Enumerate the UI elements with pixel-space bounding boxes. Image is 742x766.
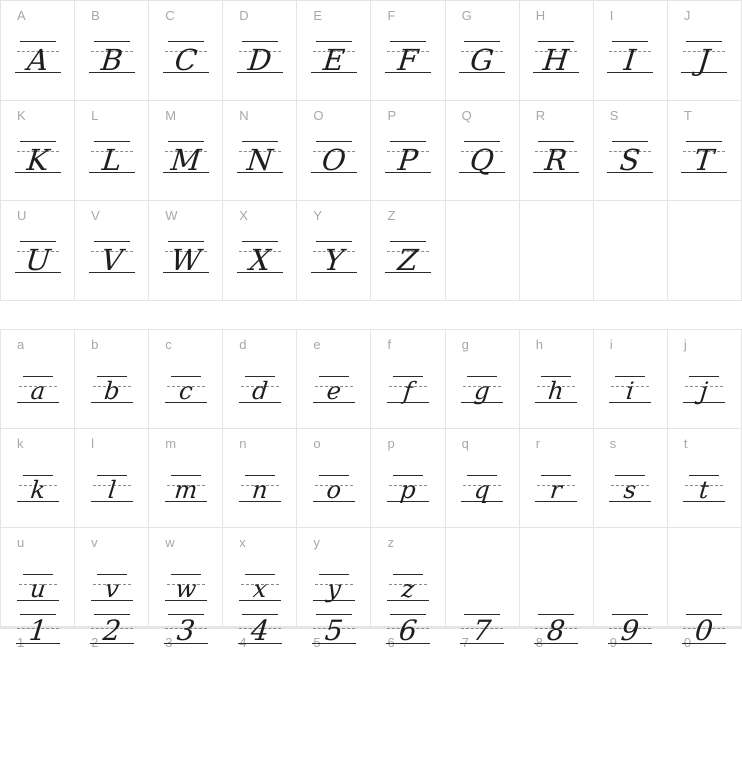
cell-label: P: [387, 108, 397, 123]
glyph-cell-empty: [594, 201, 667, 300]
glyph-character: n: [250, 475, 270, 504]
glyph-character: c: [177, 376, 194, 405]
glyph-character: X: [247, 243, 272, 278]
glyph-cell-p[interactable]: [371, 429, 444, 527]
glyph-preview: [162, 235, 210, 279]
glyph-cell-U[interactable]: [1, 201, 74, 300]
glyph-character: K: [24, 143, 51, 178]
glyph-character: Z: [396, 243, 420, 278]
glyph-preview: [310, 135, 358, 179]
cell-label: h: [535, 337, 543, 352]
glyph-character: 8: [545, 614, 567, 647]
glyph-cell-h[interactable]: [520, 330, 593, 428]
cell-label: g: [461, 337, 469, 352]
section-uppercase: [0, 0, 742, 301]
glyph-preview: [236, 562, 284, 606]
glyph-cell-r[interactable]: [520, 429, 593, 527]
glyph-cell-X[interactable]: [223, 201, 296, 300]
glyph-preview: [88, 235, 136, 279]
cell-label: 2: [91, 635, 99, 650]
glyph-cell-c[interactable]: [149, 330, 222, 428]
glyph-preview: [14, 562, 62, 606]
glyph-character: 0: [693, 614, 716, 647]
cell-label: a: [17, 337, 25, 352]
glyph-character: R: [543, 143, 569, 178]
glyph-character: 7: [471, 614, 493, 647]
cell-label: n: [239, 436, 247, 451]
glyph-preview: [14, 135, 62, 179]
glyph-character: I: [622, 43, 638, 78]
cell-label: p: [387, 436, 395, 451]
glyph-character: 4: [249, 614, 271, 647]
glyph-preview: [310, 35, 358, 79]
cell-label: N: [239, 108, 249, 123]
glyph-character: r: [549, 475, 564, 504]
glyph-preview: [532, 364, 580, 408]
glyph-cell-W[interactable]: [149, 201, 222, 300]
glyph-character: A: [25, 43, 50, 78]
cell-label: M: [165, 108, 177, 123]
glyph-character: k: [28, 475, 47, 504]
glyph-cell-empty: [446, 201, 519, 300]
glyph-preview: [88, 606, 136, 650]
glyph-cell-E[interactable]: [297, 1, 370, 100]
glyph-cell-B[interactable]: [75, 1, 148, 100]
cell-label: o: [313, 436, 321, 451]
glyph-cell-F[interactable]: [371, 1, 444, 100]
glyph-preview: [88, 364, 136, 408]
glyph-cell-D[interactable]: [223, 1, 296, 100]
glyph-character: O: [320, 143, 348, 178]
cell-label: A: [17, 8, 26, 23]
cell-label: b: [91, 337, 99, 352]
glyph-character: o: [325, 475, 343, 504]
glyph-preview: [384, 606, 432, 650]
cell-label: e: [313, 337, 321, 352]
glyph-preview: [162, 135, 210, 179]
glyph-character: E: [321, 43, 347, 78]
glyph-preview: [532, 606, 580, 650]
glyph-preview: [680, 135, 728, 179]
glyph-preview: [236, 135, 284, 179]
cell-label: x: [239, 535, 246, 550]
glyph-character: D: [246, 43, 274, 78]
cell-label: H: [535, 8, 546, 23]
glyph-cell-C[interactable]: [149, 1, 222, 100]
cell-label: U: [17, 208, 27, 223]
glyph-preview: [384, 135, 432, 179]
glyph-character: x: [251, 574, 269, 603]
cell-label: T: [683, 108, 692, 123]
glyph-cell-L[interactable]: [75, 101, 148, 200]
glyph-preview: [680, 35, 728, 79]
glyph-character: 3: [175, 614, 197, 647]
glyph-character: g: [472, 376, 492, 405]
glyph-preview: [680, 364, 728, 408]
glyph-cell-m[interactable]: [149, 429, 222, 527]
glyph-cell-d[interactable]: [223, 330, 296, 428]
cell-label: X: [239, 208, 248, 223]
glyph-preview: [384, 463, 432, 507]
glyph-cell-I[interactable]: [594, 1, 667, 100]
glyph-preview: [88, 35, 136, 79]
cell-label: 7: [461, 635, 469, 650]
glyph-character: Y: [322, 243, 346, 278]
glyph-character: C: [172, 43, 199, 78]
glyph-character: 2: [101, 614, 123, 647]
cell-label: G: [461, 8, 472, 23]
cell-label: q: [461, 436, 469, 451]
glyph-preview: [236, 364, 284, 408]
glyph-cell-J[interactable]: [668, 1, 741, 100]
cell-label: k: [17, 436, 24, 451]
glyph-preview: [14, 35, 62, 79]
glyph-preview: [384, 235, 432, 279]
cell-label: v: [91, 535, 98, 550]
glyph-cell-A[interactable]: [1, 1, 74, 100]
glyph-character: V: [99, 243, 124, 278]
glyph-preview: [458, 135, 506, 179]
glyph-cell-n[interactable]: [223, 429, 296, 527]
cell-label: L: [91, 108, 99, 123]
glyph-character: f: [402, 376, 414, 405]
cell-label: S: [609, 108, 619, 123]
cell-label: V: [91, 208, 100, 223]
glyph-character: L: [100, 143, 124, 178]
glyph-cell-Z[interactable]: [371, 201, 444, 300]
cell-label: r: [535, 436, 541, 451]
glyph-cell-o[interactable]: [297, 429, 370, 527]
glyph-preview: [532, 135, 580, 179]
cell-label: J: [683, 8, 691, 23]
glyph-character: u: [28, 574, 47, 603]
glyph-preview: [680, 606, 728, 650]
cell-label: 4: [239, 635, 247, 650]
glyph-cell-S[interactable]: [594, 101, 667, 200]
glyph-cell-R[interactable]: [520, 101, 593, 200]
glyph-preview: [14, 463, 62, 507]
cell-label: 8: [535, 635, 543, 650]
glyph-character: l: [106, 475, 117, 504]
cell-label: l: [91, 436, 94, 451]
glyph-preview: [384, 364, 432, 408]
glyph-preview: [236, 35, 284, 79]
glyph-preview: [88, 463, 136, 507]
glyph-character: N: [245, 143, 275, 178]
glyph-character: d: [250, 376, 270, 405]
glyph-cell-O[interactable]: [297, 101, 370, 200]
cell-label: K: [17, 108, 26, 123]
cell-label: t: [683, 436, 688, 451]
cell-label: C: [165, 8, 175, 23]
glyph-cell-T[interactable]: [668, 101, 741, 200]
glyph-cell-g[interactable]: [446, 330, 519, 428]
glyph-cell-V[interactable]: [75, 201, 148, 300]
cell-label: Y: [313, 208, 323, 223]
glyph-cell-empty: [520, 201, 593, 300]
glyph-character: i: [625, 376, 636, 405]
section-lowercase: [0, 329, 742, 627]
cell-label: 0: [683, 635, 692, 650]
cell-label: I: [609, 8, 614, 23]
cell-label: 3: [165, 635, 173, 650]
glyph-cell-Y[interactable]: [297, 201, 370, 300]
glyph-character: W: [169, 243, 203, 278]
glyph-preview: [236, 463, 284, 507]
cell-label: j: [683, 337, 687, 352]
glyph-cell-P[interactable]: [371, 101, 444, 200]
glyph-preview: [458, 35, 506, 79]
glyph-preview: [14, 606, 62, 650]
glyph-cell-l[interactable]: [75, 429, 148, 527]
cell-label: d: [239, 337, 247, 352]
glyph-character: M: [169, 143, 203, 178]
glyph-character: H: [541, 43, 571, 78]
glyph-preview: [88, 135, 136, 179]
glyph-character: p: [398, 475, 418, 504]
glyph-preview: [310, 562, 358, 606]
glyph-character: y: [325, 574, 343, 603]
cell-label: O: [313, 108, 324, 123]
glyph-character: F: [396, 43, 420, 78]
glyph-cell-b[interactable]: [75, 330, 148, 428]
glyph-character: P: [396, 143, 420, 178]
cell-label: Z: [387, 208, 396, 223]
glyph-cell-s[interactable]: [594, 429, 667, 527]
glyph-character: J: [696, 43, 713, 78]
glyph-character: 6: [397, 614, 419, 647]
cell-label: R: [535, 108, 546, 123]
cell-label: W: [165, 208, 178, 223]
cell-label: f: [387, 337, 392, 352]
glyph-character: 9: [619, 614, 642, 647]
glyph-preview: [162, 35, 210, 79]
glyph-preview: [88, 562, 136, 606]
glyph-character: a: [28, 376, 47, 405]
glyph-preview: [606, 463, 654, 507]
glyph-cell-K[interactable]: [1, 101, 74, 200]
glyph-character: t: [698, 475, 711, 504]
glyph-preview: [236, 606, 284, 650]
glyph-cell-k[interactable]: [1, 429, 74, 527]
glyph-preview: [310, 463, 358, 507]
glyph-preview: [606, 364, 654, 408]
cell-label: B: [91, 8, 100, 23]
glyph-cell-f[interactable]: [371, 330, 444, 428]
cell-label: F: [387, 8, 396, 23]
glyph-character: G: [468, 43, 496, 78]
section-digits: [0, 614, 742, 650]
glyph-character: S: [618, 143, 643, 178]
glyph-preview: [384, 35, 432, 79]
cell-label: 5: [313, 635, 321, 650]
glyph-cell-q[interactable]: [446, 429, 519, 527]
glyph-cell-G[interactable]: [446, 1, 519, 100]
glyph-character: b: [102, 376, 121, 405]
glyph-preview: [14, 364, 62, 408]
glyph-cell-a[interactable]: [1, 330, 74, 428]
glyph-cell-M[interactable]: [149, 101, 222, 200]
glyph-preview: [532, 463, 580, 507]
glyph-preview: [310, 235, 358, 279]
cell-label: 1: [17, 635, 25, 650]
glyph-preview: [384, 562, 432, 606]
glyph-cell-empty: [668, 201, 741, 300]
cell-label: 9: [609, 635, 618, 650]
glyph-character: 5: [323, 614, 345, 647]
cell-label: i: [609, 337, 613, 352]
glyph-preview: [310, 606, 358, 650]
cell-label: D: [239, 8, 249, 23]
glyph-character: q: [472, 475, 492, 504]
cell-label: 6: [387, 635, 395, 650]
glyph-preview: [162, 364, 210, 408]
glyph-preview: [162, 606, 210, 650]
glyph-cell-H[interactable]: [520, 1, 593, 100]
glyph-preview: [236, 235, 284, 279]
glyph-cell-Q[interactable]: [446, 101, 519, 200]
glyph-preview: [606, 606, 654, 650]
glyph-cell-N[interactable]: [223, 101, 296, 200]
glyph-character: s: [622, 475, 638, 504]
glyph-preview: [458, 606, 506, 650]
glyph-preview: [14, 235, 62, 279]
glyph-cell-j[interactable]: [668, 330, 741, 428]
glyph-character: j: [699, 376, 710, 405]
glyph-character: v: [103, 574, 120, 603]
glyph-character: B: [99, 43, 125, 78]
cell-label: Q: [461, 108, 472, 123]
cell-label: E: [313, 8, 323, 23]
glyph-character: m: [172, 475, 199, 504]
glyph-character: z: [400, 574, 416, 603]
glyph-character: w: [173, 574, 198, 603]
cell-label: z: [387, 535, 394, 550]
cell-label: s: [609, 436, 617, 451]
glyph-character: T: [692, 143, 716, 178]
glyph-preview: [162, 463, 210, 507]
glyph-character: U: [23, 243, 52, 278]
glyph-character: Q: [468, 143, 496, 178]
cell-label: c: [165, 337, 172, 352]
glyph-preview: [458, 364, 506, 408]
glyph-cell-e[interactable]: [297, 330, 370, 428]
cell-label: y: [313, 535, 320, 550]
glyph-cell-i[interactable]: [594, 330, 667, 428]
cell-label: w: [165, 535, 175, 550]
glyph-preview: [532, 35, 580, 79]
glyph-preview: [310, 364, 358, 408]
glyph-character: e: [325, 376, 343, 405]
glyph-preview: [606, 135, 654, 179]
glyph-character: 1: [26, 614, 49, 647]
cell-label: m: [165, 436, 177, 451]
cell-label: u: [17, 535, 25, 550]
glyph-cell-t[interactable]: [668, 429, 741, 527]
glyph-character: h: [547, 376, 566, 405]
glyph-preview: [162, 562, 210, 606]
glyph-preview: [606, 35, 654, 79]
glyph-preview: [680, 463, 728, 507]
glyph-preview: [458, 463, 506, 507]
